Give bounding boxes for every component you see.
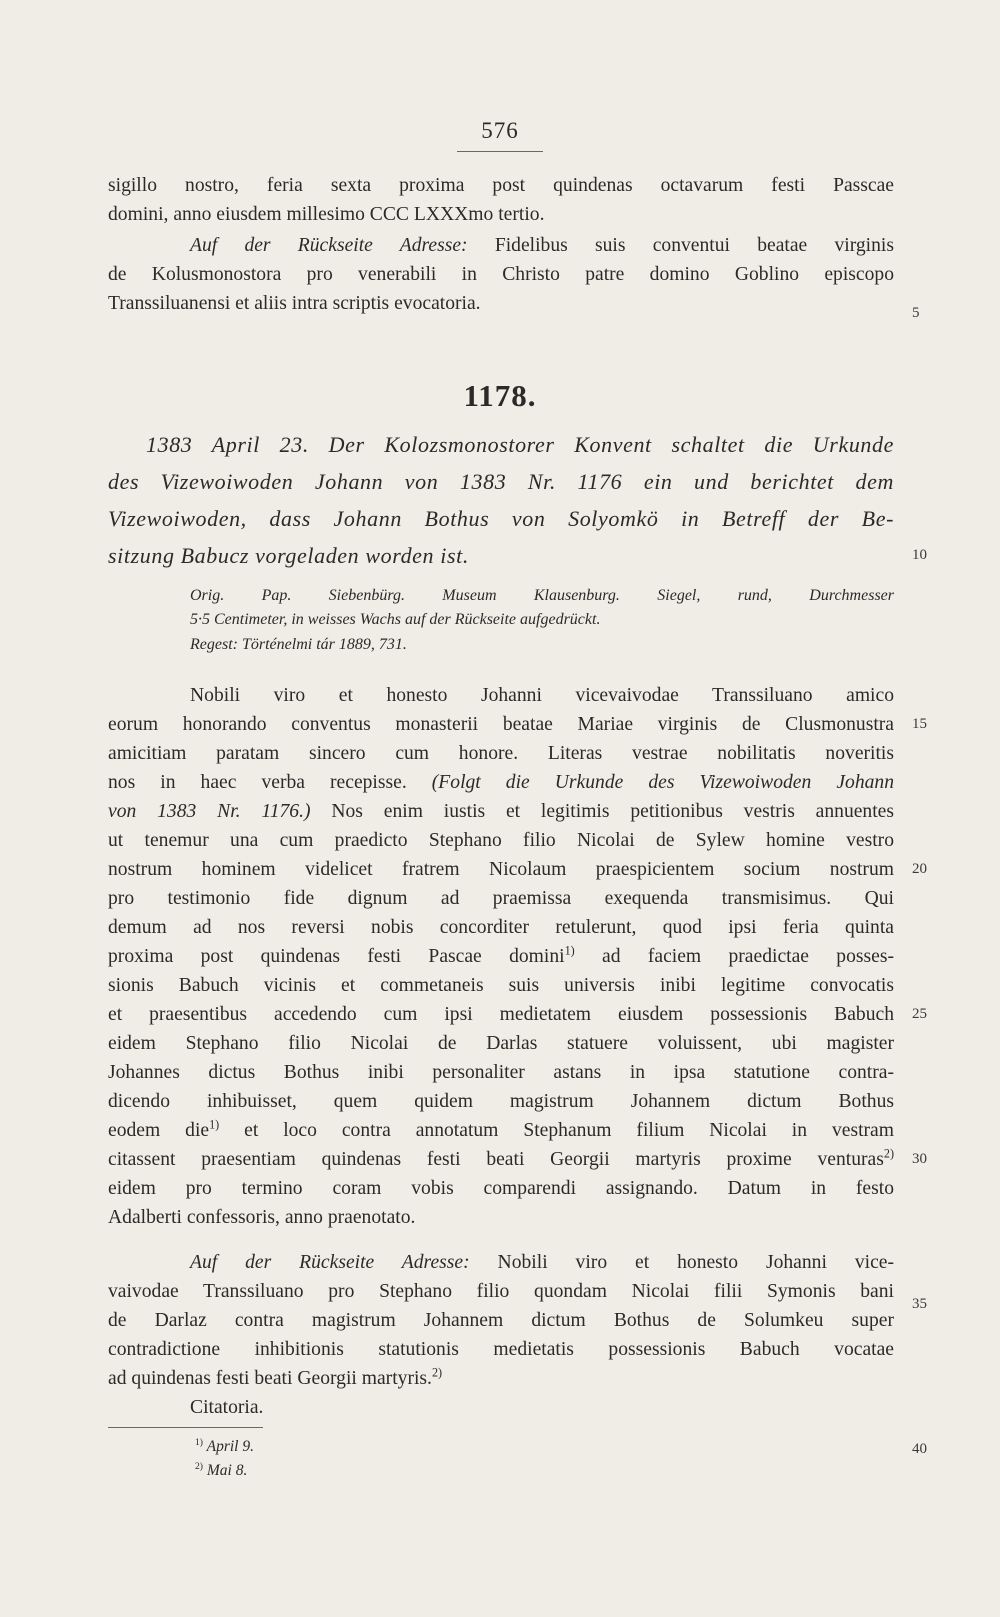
text-line: Nobili viro et honesto Johanni vicevaivodae Transsiluano amico bbox=[190, 685, 894, 706]
text-segment: ad quindenas festi beati Georgii martyris. bbox=[108, 1368, 432, 1389]
text-line: Johannes dictus Bothus inibi personaliter astans in ipsa statutione contra- bbox=[108, 1062, 894, 1083]
editorial-note: (Folgt die Urkunde des Vizewoiwoden Johann bbox=[431, 772, 895, 793]
text-line: eidem pro termino coram vobis comparendi assignando. Datum in festo bbox=[108, 1178, 894, 1199]
document-number: 1178. bbox=[463, 378, 537, 413]
text-line: contradictione inhibitionis statutionis medietatis possessionis Babuch vocatae bbox=[108, 1339, 894, 1360]
text-segment: Nos enim iustis et legitimis petitionibus vestris annuentes bbox=[331, 801, 894, 822]
footnote-ref: 2) bbox=[883, 1146, 894, 1161]
source-line: 5·5 Centimeter, in weisses Wachs auf der Rückseite aufgedrückt. bbox=[190, 611, 601, 628]
text-segment: proxima post quindenas festi Pascae domini bbox=[108, 946, 565, 967]
source-line: Regest: Történelmi tár 1889, 731. bbox=[190, 636, 407, 653]
footnote bbox=[195, 1462, 247, 1480]
line-number: 25 bbox=[912, 1006, 927, 1022]
dorsal-address-label: Auf der Rückseite Adresse: bbox=[190, 1252, 470, 1273]
text-segment: ad faciem praedictae posses- bbox=[574, 946, 894, 967]
line-number: 5 bbox=[912, 305, 920, 321]
footnote-rule bbox=[108, 1427, 263, 1428]
regest-line: 1383 April 23. Der Kolozsmonostorer Konvent schaltet die Urkunde bbox=[146, 432, 894, 457]
text-line: de Kolusmonostora pro venerabili in Christo patre domino Goblino episcopo bbox=[108, 264, 894, 285]
text-line: domini, anno eiusdem millesimo CCC LXXXmo tertio. bbox=[108, 204, 545, 225]
text-line: nostrum hominem videlicet fratrem Nicolaum praespicientem socium nostrum bbox=[108, 859, 894, 880]
text-line bbox=[108, 798, 894, 826]
editorial-note: von 1383 Nr. 1176.) bbox=[108, 801, 311, 822]
text-line: vaivodae Transsiluano pro Stephano filio quondam Nicolai filii Symonis bani bbox=[108, 1281, 894, 1302]
regest-line: Vizewoiwoden, dass Johann Bothus von Solyomkö in Betreff der Be- bbox=[108, 506, 894, 531]
text-line: dicendo inhibuisset, quem quidem magistrum Johannem dictum Bothus bbox=[108, 1091, 894, 1112]
regest-line: sitzung Babucz vorgeladen worden ist. bbox=[108, 543, 469, 568]
text-line bbox=[190, 232, 894, 260]
text-line: Adalberti confessoris, anno praenotato. bbox=[108, 1207, 416, 1228]
dorsal-address-label: Auf der Rückseite Adresse: bbox=[190, 235, 468, 256]
text-segment: Nobili viro et honesto Johanni vice- bbox=[469, 1252, 894, 1273]
footnote-text: April 9. bbox=[203, 1438, 254, 1455]
text-line bbox=[108, 943, 894, 971]
text-line: ut tenemur una cum praedicto Stephano filio Nicolai de Sylew homine vestro bbox=[108, 830, 894, 851]
text-segment: Fidelibus suis conventui beatae virginis bbox=[467, 235, 894, 256]
text-segment: nos in haec verba recepisse. bbox=[108, 772, 407, 793]
source-line: Orig. Pap. Siebenbürg. Museum Klausenburg. Siegel, rund, Durchmesser bbox=[190, 587, 894, 604]
footnote-ref: 1) bbox=[564, 943, 575, 958]
line-number: 10 bbox=[912, 547, 927, 563]
text-line bbox=[108, 1146, 894, 1174]
footnote-mark: 1) bbox=[195, 1436, 203, 1448]
text-line: Citatoria. bbox=[190, 1397, 264, 1418]
footnote-text: Mai 8. bbox=[203, 1462, 248, 1479]
text-line: eidem Stephano filio Nicolai de Darlas statuere voluissent, ubi magister bbox=[108, 1033, 894, 1054]
text-line: de Darlaz contra magistrum Johannem dictum Bothus de Solumkeu super bbox=[108, 1310, 894, 1331]
line-number: 20 bbox=[912, 861, 927, 877]
text-line bbox=[108, 769, 894, 797]
text-line: demum ad nos reversi nobis concorditer retulerunt, quod ipsi feria quinta bbox=[108, 917, 894, 938]
text-segment: eodem die bbox=[108, 1120, 210, 1141]
footnote-ref: 2) bbox=[431, 1365, 443, 1380]
text-line: eorum honorando conventus monasterii beatae Mariae virginis de Clusmonustra bbox=[108, 714, 894, 735]
line-number: 30 bbox=[912, 1151, 927, 1167]
text-line bbox=[190, 1249, 894, 1277]
text-line bbox=[108, 1365, 894, 1393]
line-number: 40 bbox=[912, 1441, 927, 1457]
page-number-rule bbox=[457, 151, 543, 152]
text-line: pro testimonio fide dignum ad praemissa exequenda transmisimus. Qui bbox=[108, 888, 894, 909]
line-number: 15 bbox=[912, 716, 927, 732]
text-line: sigillo nostro, feria sexta proxima post quindenas octavarum festi Passcae bbox=[108, 175, 894, 196]
text-segment: et loco contra annotatum Stephanum filium Nicolai in vestram bbox=[219, 1120, 894, 1141]
text-segment: citassent praesentiam quindenas festi beati Georgii martyris proxime venturas bbox=[108, 1149, 884, 1170]
footnote bbox=[195, 1438, 254, 1456]
footnote-mark: 2) bbox=[195, 1460, 203, 1472]
footnote-ref: 1) bbox=[209, 1117, 220, 1132]
text-line: et praesentibus accedendo cum ipsi medietatem eiusdem possessionis Babuch bbox=[108, 1004, 894, 1025]
text-line: sionis Babuch vicinis et commetaneis suis universis inibi legitime convocatis bbox=[108, 975, 894, 996]
text-line: Transsiluanensi et aliis intra scriptis evocatoria. bbox=[108, 293, 481, 314]
regest-line: des Vizewoiwoden Johann von 1383 Nr. 1176 ein und berichtet dem bbox=[108, 469, 894, 494]
text-line: amicitiam paratam sincero cum honore. Literas vestrae nobilitatis noveritis bbox=[108, 743, 894, 764]
text-line bbox=[108, 1117, 894, 1145]
line-number: 35 bbox=[912, 1296, 927, 1312]
page-number: 576 bbox=[481, 118, 519, 143]
